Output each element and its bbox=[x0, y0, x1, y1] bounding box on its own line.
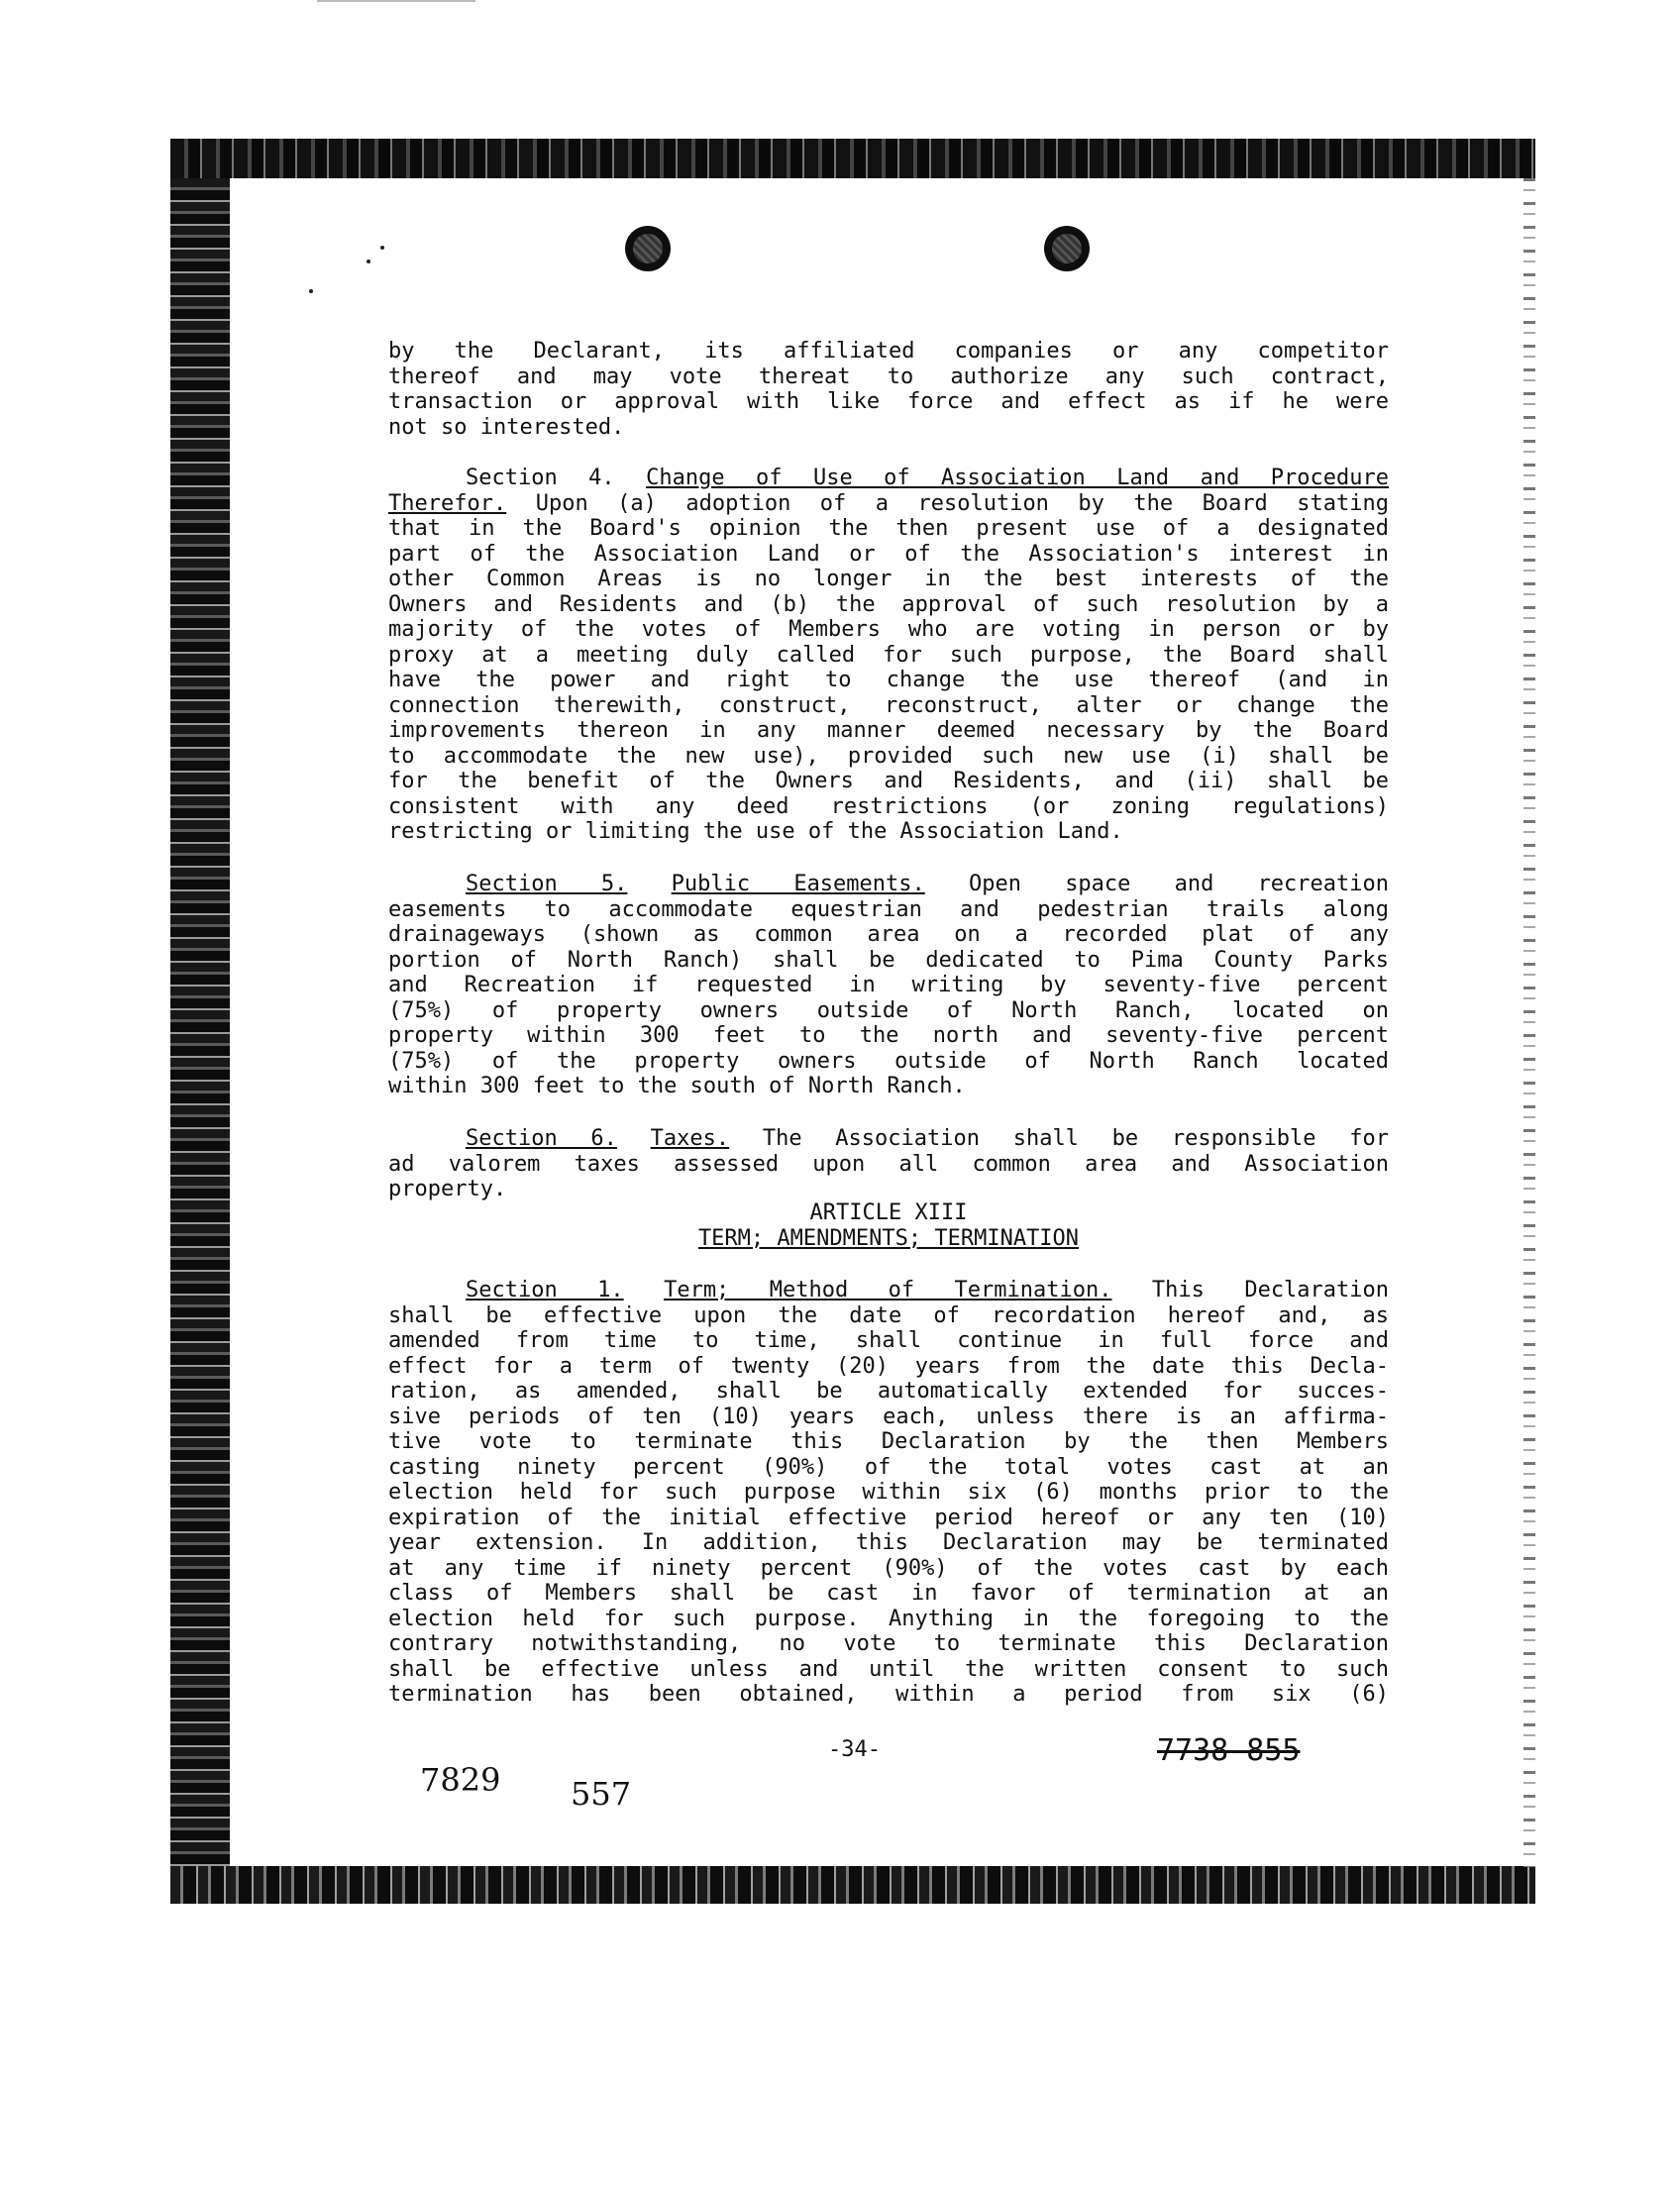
section-4-title: Change of Use of Association Land and Procedure bbox=[646, 466, 1390, 490]
struck-reference-number: 7738 855 bbox=[1157, 1733, 1301, 1768]
article-section-1 bbox=[388, 1278, 1389, 1708]
body-line: connection therewith, construct, reconstruct, alter or change the bbox=[388, 692, 1389, 718]
body-line: property. bbox=[388, 1177, 507, 1201]
body-line: sive periods of ten (10) years each, unless there is an affirma- bbox=[388, 1404, 1389, 1429]
body-line: effect for a term of twenty (20) years from the date this Decla- bbox=[388, 1353, 1389, 1379]
body-line: that in the Board's opinion the then present use of a designated bbox=[388, 516, 1389, 541]
stray-mark bbox=[309, 289, 313, 293]
section-1-label: Section 1. bbox=[466, 1278, 624, 1302]
page-number: -34- bbox=[828, 1737, 881, 1762]
body-line: proxy at a meeting duly called for such purpose, the Board shall bbox=[388, 642, 1389, 668]
body-line: transaction or approval with like force and effect as if he were bbox=[388, 389, 1389, 414]
body-line: (75%) of the property owners outside of North Ranch located bbox=[388, 1048, 1389, 1074]
body-line: other Common Areas is no longer in the best interests of the bbox=[388, 567, 1389, 591]
body-line: restricting or limiting the use of the Association Land. bbox=[388, 819, 1123, 844]
scan-border-left bbox=[170, 178, 230, 1904]
body-line: (75%) of property owners outside of North Ranch, located on bbox=[388, 997, 1389, 1023]
body-line: Owners and Residents and (b) the approval of such resolution by a bbox=[388, 591, 1389, 617]
section-5-title: Public Easements. bbox=[671, 872, 925, 896]
section-4-title-continued: Therefor. bbox=[388, 490, 507, 516]
body-line: part of the Association Land or of the Association's interest in bbox=[388, 541, 1389, 567]
article-title: TERM; AMENDMENTS; TERMINATION bbox=[697, 1225, 1080, 1251]
body-line: majority of the votes of Members who are voting in person or by bbox=[388, 617, 1389, 642]
body-line: ration, as amended, shall be automatically extended for succes- bbox=[388, 1379, 1389, 1404]
section-6-title: Taxes. bbox=[650, 1126, 730, 1151]
body-line: have the power and right to change the use thereof (and in bbox=[388, 668, 1389, 692]
scan-border-bottom bbox=[170, 1866, 1535, 1904]
body-line: and Recreation if requested in writing by seventy-five percent bbox=[388, 973, 1389, 997]
body-line: ad valorem taxes assessed upon all common area and Association bbox=[388, 1151, 1389, 1177]
section-4 bbox=[388, 466, 1389, 845]
section-5-label: Section 5. bbox=[466, 872, 628, 896]
body-line: property within 300 feet to the north and seventy-five percent bbox=[388, 1023, 1389, 1048]
section-1-title: Term; Method of Termination. bbox=[664, 1278, 1112, 1302]
body-line: class of Members shall be cast in favor of termination at an bbox=[388, 1581, 1389, 1606]
body-line: amended from time to time, shall continue in full force and bbox=[388, 1328, 1389, 1353]
section-4-label: Section 4. bbox=[466, 466, 615, 490]
top-edge-scrap bbox=[317, 0, 475, 5]
body-line: to accommodate the new use), provided such new use (i) shall be bbox=[388, 743, 1389, 769]
body-line: contrary notwithstanding, no vote to terminate this Declaration bbox=[388, 1631, 1389, 1656]
stray-mark bbox=[367, 260, 370, 263]
body-line: within 300 feet to the south of North Ranch. bbox=[388, 1074, 966, 1098]
section-heading-line: Section 1. Term; Method of Termination. This Declaration bbox=[466, 1278, 1390, 1302]
article-number: ARTICLE XIII bbox=[809, 1200, 968, 1225]
body-line: election held for such purpose. Anything in the foregoing to the bbox=[388, 1606, 1389, 1631]
scan-border-top bbox=[170, 139, 1535, 178]
body-line: consistent with any deed restrictions (or zoning regulations) bbox=[388, 793, 1389, 819]
article-heading bbox=[388, 1200, 1389, 1251]
section-heading-line: Section 6. Taxes. The Association shall be responsible for bbox=[466, 1126, 1389, 1151]
docket-number: 7829 bbox=[420, 1761, 501, 1799]
punch-hole-right bbox=[1044, 226, 1090, 271]
body-line: easements to accommodate equestrian and pedestrian trails along bbox=[388, 896, 1389, 922]
stray-mark bbox=[380, 246, 384, 250]
body-line: thereof and may vote thereat to authorize any such contract, bbox=[388, 364, 1389, 389]
docket-page: 557 bbox=[571, 1775, 632, 1813]
body-line: for the benefit of the Owners and Residents, and (ii) shall be bbox=[388, 769, 1389, 793]
body-line: election held for such purpose within six (6) months prior to the bbox=[388, 1480, 1389, 1505]
section-heading-line: Section 5. Public Easements. Open space and recreation bbox=[466, 872, 1390, 896]
punch-hole-left bbox=[625, 226, 671, 271]
body-line: portion of North Ranch) shall be dedicated to Pima County Parks bbox=[388, 947, 1389, 973]
section-6 bbox=[388, 1126, 1389, 1202]
body-line: shall be effective unless and until the written consent to such bbox=[388, 1656, 1389, 1682]
body-line: year extension. In addition, this Declaration may be terminated bbox=[388, 1530, 1389, 1555]
body-line: at any time if ninety percent (90%) of the votes cast by each bbox=[388, 1555, 1389, 1581]
body-line: expiration of the initial effective period hereof or any ten (10) bbox=[388, 1505, 1389, 1530]
body-line: tive vote to terminate this Declaration by the then Members bbox=[388, 1429, 1389, 1454]
body-line: termination has been obtained, within a period from six (6) bbox=[388, 1682, 1389, 1707]
body-line: casting ninety percent (90%) of the total votes cast at an bbox=[388, 1454, 1389, 1480]
section-5 bbox=[388, 872, 1389, 1099]
body-line: by the Declarant, its affiliated companies or any competitor bbox=[388, 339, 1389, 364]
continued-paragraph bbox=[388, 339, 1389, 440]
scan-border-right bbox=[1523, 178, 1535, 1867]
section-heading-line bbox=[388, 466, 1389, 491]
body-line: not so interested. bbox=[388, 414, 625, 440]
body-line: improvements thereon in any manner deemed necessary by the Board bbox=[388, 718, 1389, 743]
body-line: Therefor. Upon (a) adoption of a resolution by the Board stating bbox=[388, 490, 1389, 516]
section-6-label: Section 6. bbox=[466, 1126, 617, 1151]
body-line: drainageways (shown as common area on a recorded plat of any bbox=[388, 922, 1389, 947]
body-line: shall be effective upon the date of recordation hereof and, as bbox=[388, 1302, 1389, 1328]
